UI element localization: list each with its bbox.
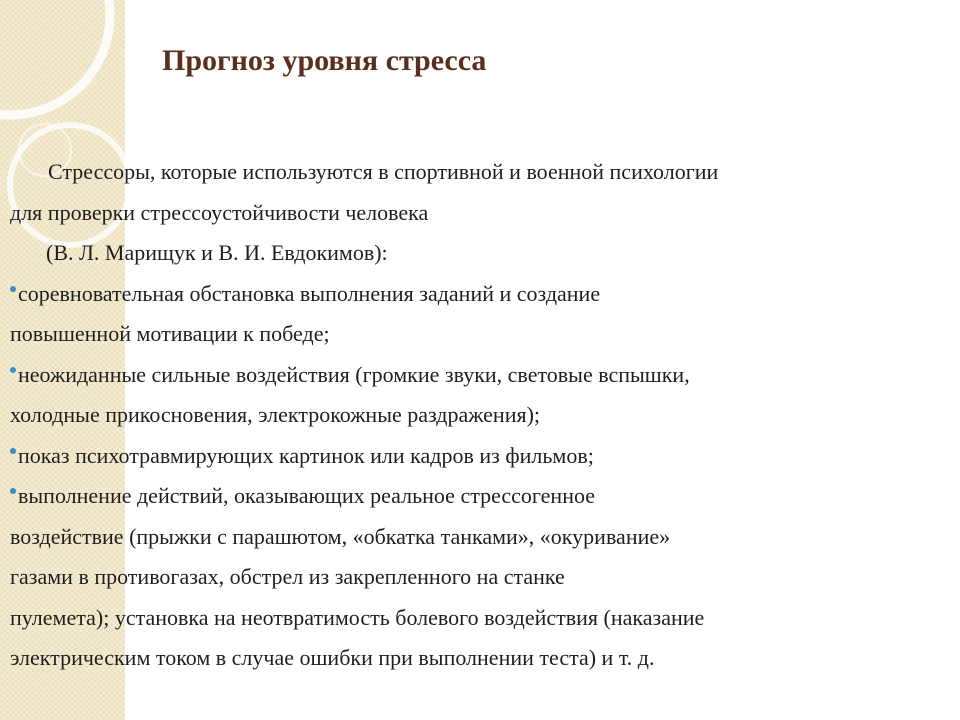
list-item-continuation: холодные прикосновения, электрокожные раздражения); — [10, 402, 541, 427]
slide-body — [10, 152, 940, 679]
intro-line: (В. Л. Марищук и В. И. Евдокимов): — [46, 240, 388, 265]
list-item-line — [10, 355, 940, 396]
list-item-text: соревновательная обстановка выполнения заданий и создание — [18, 280, 601, 306]
list-item-continuation: повышенной мотивации к победе; — [10, 321, 330, 346]
bullet-icon — [10, 448, 16, 454]
list-item-line — [10, 274, 940, 315]
decorative-ring-large — [0, 0, 110, 115]
intro-line: Стрессоры, которые используются в спортивной и военной психологии — [48, 159, 719, 184]
intro-line: для проверки стрессоустойчивости человека — [10, 199, 429, 225]
bullet-icon — [10, 488, 16, 494]
list-item-line — [10, 436, 940, 477]
bullet-icon — [10, 367, 16, 373]
list-item-text: выполнение действий, оказывающих реальное стрессогенное — [18, 483, 596, 508]
bullet-icon — [10, 286, 16, 292]
list-item-text: неожиданные сильные воздействия (громкие звуки, световые вспышки, — [18, 361, 690, 387]
slide-title: Прогноз уровня стресса — [162, 44, 487, 77]
list-item-continuation: газами в противогазах, обстрел из закрепленного на станке — [10, 564, 565, 589]
list-item-continuation: пулемета); установка на неотвратимость болевого воздействия (наказание — [10, 604, 705, 630]
list-item-text: показ психотравмирующих картинок или кадров из фильмов; — [18, 442, 594, 468]
list-item-continuation: электрическим током в случае ошибки при выполнении теста) и т. д. — [10, 645, 655, 670]
list-item-line — [10, 476, 940, 517]
list-item-continuation: воздействие (прыжки с парашютом, «обкатка танками», «окуривание» — [10, 523, 671, 549]
